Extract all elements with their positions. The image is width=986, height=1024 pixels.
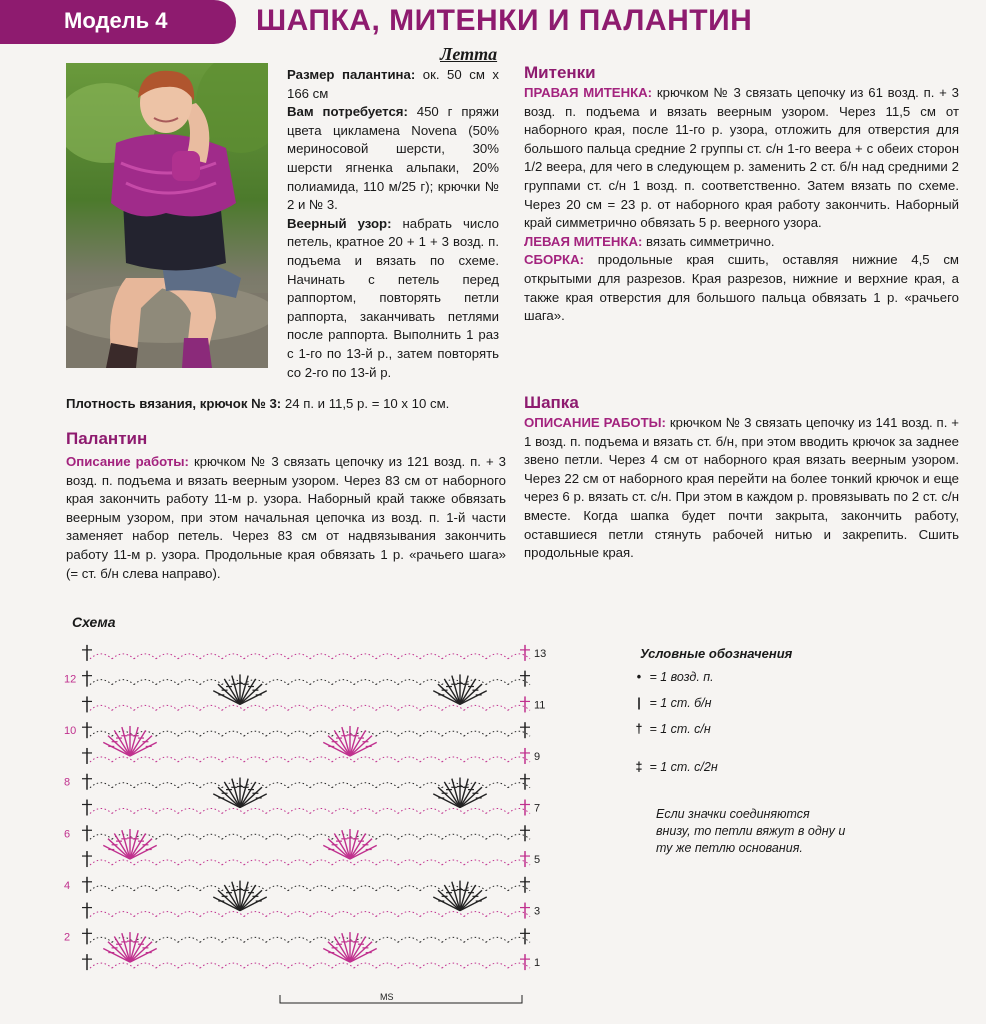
chain-arc [178,783,200,788]
chain-arc [464,654,486,659]
chain-arc [244,937,266,942]
chain-arc [156,809,178,814]
chain-arc [464,937,486,942]
chain-arc [442,757,464,762]
chain-arc [486,860,508,865]
chain-arc [90,860,112,865]
chain-arc [134,654,156,659]
chain-arc [244,705,266,710]
chain-arc [288,834,310,839]
chain-arc [310,912,332,917]
chain-arc [266,937,288,942]
legend-note: Если значки соединяются внизу, то петли вяжут в одну и ту же петлю основания. [656,807,846,855]
chain-arc [464,834,486,839]
chain-arc [310,860,332,865]
chain-arc [442,937,464,942]
chain-arc [508,809,530,814]
chain-arc [398,809,420,814]
chain-arc [134,680,156,685]
chain-arc [266,680,288,685]
left-mitt-label: ЛЕВАЯ МИТЕНКА: [524,233,643,249]
right-mitt-text: крючком № 3 связать цепочку из 61 возд. п. + 3 возд. п. подъема и вязать веерным узором. Через 11,5 см от наборного края, после 11-го р. узора, отложить для отверстия для большого пальца средние 2 группы ст. с/н 1-го веера + с обеих сторон 1/2 веера, для чего в следующем р. заменить 2 ст. б/н над средними 2 группами ст. с/н 1 возд. п. соответственно. Затем вязать по схеме. Через 20 см = 23 р. от наборного края работу закончить. Наборный край симметрично обвязать 5 р. веерного узора. [524,85,959,231]
chain-arc [266,783,288,788]
chain-arc [266,963,288,968]
chain-arc [222,860,244,865]
chain-arc [332,654,354,659]
chain-arc [178,731,200,736]
chain-arc [156,654,178,659]
chain-arc [244,731,266,736]
chain-arc [244,809,266,814]
hat-heading: Шапка [524,393,579,412]
row-number-left: 8 [64,776,71,789]
chain-arc [266,886,288,891]
chain-arc [310,783,332,788]
chain-arc [178,834,200,839]
model-label: Модель 4 [64,8,168,33]
chain-arc [288,963,310,968]
chain-arc [486,680,508,685]
chain-arc [288,912,310,917]
chain-arc [420,705,442,710]
chain-arc [134,783,156,788]
chain-arc [200,834,222,839]
chain-arc [134,886,156,891]
chain-arc [288,757,310,762]
chain-arc [310,654,332,659]
crochet-chart [60,630,580,1010]
chain-arc [508,860,530,865]
chain-arc [376,860,398,865]
chain-arc [112,705,134,710]
chain-arc [486,834,508,839]
legend-item-chain: • = 1 возд. п. [632,670,714,684]
chain-arc [354,654,376,659]
chain-arc [332,783,354,788]
chain-arc [486,654,508,659]
chain-arc [486,809,508,814]
hat-text [524,414,959,563]
chain-arc [332,680,354,685]
chain-arc [354,705,376,710]
right-mitt-label: ПРАВАЯ МИТЕНКА: [524,85,653,100]
chain-arc [90,886,112,891]
chain-arc [464,731,486,736]
chain-arc [244,860,266,865]
chain-arc [398,705,420,710]
chain-arc [354,912,376,917]
signature: Летта [440,44,498,64]
chain-arc [508,963,530,968]
chain-arc [376,654,398,659]
pattern-text: набрать число петель, кратное 20 + 1 + 3 возд. п. подъема и вязать по схеме. Начинать с петель перед раппортом, повторять петли раппорта, заканчивать петлями после раппорта. Выполнить 1 раз с 1-го по 13-й р., затем повторять со 2-го по 13-й р. [287,215,500,380]
chain-arc [508,937,530,942]
chain-arc [398,834,420,839]
pattern-label: Веерный узор: [287,215,392,231]
chain-arc [178,937,200,942]
chain-arc [420,860,442,865]
chain-arc [486,886,508,891]
chain-arc [464,912,486,917]
mitts-text [524,84,959,326]
chain-arc [398,680,420,685]
chain-arc [398,654,420,659]
chain-arc [376,705,398,710]
chain-arc [508,783,530,788]
chain-arc [222,731,244,736]
chain-arc [420,912,442,917]
repeat-bracket [280,995,522,1003]
need-label: Вам потребуется: [287,104,408,120]
chain-arc [442,731,464,736]
single-crochet-icon: | [637,696,641,710]
chain-arc [486,912,508,917]
chain-arc [90,654,112,659]
chain-stitch-icon: • [636,670,642,684]
chain-arc [310,886,332,891]
chain-arc [156,705,178,710]
materials-block [287,66,499,382]
chain-arc [178,809,200,814]
chain-arc [376,680,398,685]
chain-arc [464,860,486,865]
density-line [66,395,506,414]
chain-arc [288,886,310,891]
row-number-right: 11 [534,699,546,712]
chain-arc [486,731,508,736]
chain-arc [376,937,398,942]
chain-arc [464,963,486,968]
chain-arc [288,860,310,865]
chain-arc [90,680,112,685]
chain-arc [354,783,376,788]
chain-arc [156,937,178,942]
chain-arc [486,937,508,942]
chain-arc [266,860,288,865]
legend-item-tr: ‡ = 1 ст. с/2н [632,760,718,774]
chain-arc [354,680,376,685]
chain-arc [90,757,112,762]
chain-arc [112,912,134,917]
chain-arc [178,757,200,762]
row-number-right: 13 [534,647,547,660]
row-number-right: 1 [534,957,541,970]
palantin-heading: Палантин [66,429,148,448]
chain-arc [178,912,200,917]
chain-arc [244,963,266,968]
row-number-right: 9 [534,750,541,763]
chain-arc [266,731,288,736]
chain-arc [222,809,244,814]
chain-arc [112,886,134,891]
model-banner [0,0,236,44]
chain-arc [464,757,486,762]
row-number-left: 6 [64,828,71,841]
chain-arc [420,809,442,814]
page-title: ШАПКА, МИТЕНКИ И ПАЛАНТИН [256,4,753,37]
density-text: 24 п. и 11,5 р. = 10 х 10 см. [281,396,450,411]
chain-arc [156,886,178,891]
chain-arc [222,937,244,942]
chain-arc [244,757,266,762]
chain-arc [200,705,222,710]
chain-arc [332,705,354,710]
chain-arc [442,834,464,839]
mitts-heading: Митенки [524,63,596,82]
chain-arc [310,809,332,814]
chain-arc [464,705,486,710]
size-text: ок. 50 см х 166 см [287,67,499,101]
row-number-left: 10 [64,725,77,738]
chain-arc [486,963,508,968]
chain-arc [486,757,508,762]
chain-arc [244,654,266,659]
chain-arc [442,963,464,968]
chain-arc [398,886,420,891]
chain-arc [156,757,178,762]
repeat-label: MS [380,992,394,1002]
chain-arc [222,963,244,968]
chain-arc [398,757,420,762]
chain-arc [134,809,156,814]
chain-arc [420,757,442,762]
chain-arc [178,680,200,685]
chain-arc [508,654,530,659]
chain-arc [200,912,222,917]
chain-arc [266,654,288,659]
chain-arc [508,834,530,839]
chain-arc [420,731,442,736]
chain-arc [376,912,398,917]
assembly-text: продольные края сшить, оставляя нижние 4,5 см открытыми для разрезов. Края разрезов, нижние и верхние края, а также края отверстия для большого пальца обвязать 1 р. «рачьего шага». [524,252,959,324]
chain-arc [178,860,200,865]
row-number-left: 4 [64,879,71,892]
chain-arc [420,937,442,942]
chain-arc [398,860,420,865]
chain-arc [486,705,508,710]
chain-arc [398,937,420,942]
chain-arc [398,783,420,788]
chain-arc [244,834,266,839]
chain-arc [332,886,354,891]
row-number-right: 7 [534,802,541,815]
chain-arc [442,809,464,814]
chain-arc [156,834,178,839]
chain-arc [178,654,200,659]
chain-arc [156,860,178,865]
palantin-text [66,453,506,583]
chain-arc [156,783,178,788]
chain-arc [112,783,134,788]
legend-item-dc: † = 1 ст. с/н [632,722,711,736]
chain-arc [90,809,112,814]
hat-desc-text: крючком № 3 связать цепочку из 141 возд. п. + 1 возд. п. подъема и вязать ст. б/н, при этом вводить крючок за заднее звено петли. Через 4 см от наборного края вязать веерным узором. Через 22 см от наборного края перейти на более тонкий крючок и еще через 6 р. вязать ст. с/н. При этом в каждом р. провязывать по 2 ст. с/н вместе. Когда шапка будет почти закрыта, закончить работу, оставшиеся петли стянуть рабочей нитью и закрепить. Сшить продольные края. [524,415,959,561]
chain-arc [354,809,376,814]
chain-arc [200,757,222,762]
chain-arc [398,963,420,968]
chain-arc [288,809,310,814]
chain-arc [288,654,310,659]
chain-arc [332,757,354,762]
chain-arc [178,963,200,968]
chain-arc [266,912,288,917]
assembly-label: СБОРКА: [524,252,585,268]
palantin-desc-text: крючком № 3 связать цепочку из 121 возд. п. + 3 возд. п. подъема и вязать веерным узором. Через 83 см от наборного края закончить работу 11-м р. узора. Наборный край также обвязать веерным узором, при этом начальная цепочка из возд. п. 1-й части заменяет набор петель. Через 83 см от надвязывания закончить работу 11-м р. узора. Продольные края обвязать 1 р. «рачьего шага» (= ст. б/н слева направо). [66,454,506,581]
chain-arc [508,705,530,710]
chain-arc [288,705,310,710]
chain-arc [112,680,134,685]
chain-arc [112,963,134,968]
chain-arc [310,705,332,710]
chain-arc [200,809,222,814]
chain-arc [398,912,420,917]
chain-arc [332,912,354,917]
chain-arc [156,963,178,968]
chain-arc [112,757,134,762]
chain-arc [156,731,178,736]
chain-arc [310,963,332,968]
chain-arc [90,783,112,788]
chain-arc [266,834,288,839]
chain-arc [508,731,530,736]
double-crochet-icon: † [635,722,643,736]
model-photo [66,63,268,368]
chain-arc [200,731,222,736]
chain-arc [200,937,222,942]
chain-arc [244,912,266,917]
chain-arc [266,705,288,710]
chain-arc [222,834,244,839]
chain-arc [354,860,376,865]
chain-arc [288,937,310,942]
chain-arc [442,654,464,659]
chain-arc [398,731,420,736]
scheme-title: Схема [72,614,116,630]
chain-arc [508,757,530,762]
chain-arc [222,912,244,917]
chain-arc [442,912,464,917]
chain-arc [420,963,442,968]
row-number-left: 2 [64,931,71,944]
legend-title: Условные обозначения [640,646,793,661]
chain-arc [288,680,310,685]
row-number-right: 3 [534,905,541,918]
chain-arc [288,731,310,736]
chain-arc [90,705,112,710]
legend-item-sc: | = 1 ст. б/н [632,696,712,710]
chain-arc [310,680,332,685]
chain-arc [376,731,398,736]
chain-arc [508,912,530,917]
chain-arc [376,886,398,891]
chain-arc [266,809,288,814]
chain-arc [288,783,310,788]
row-number-left: 12 [64,673,77,686]
chain-arc [332,809,354,814]
chain-arc [266,757,288,762]
chain-arc [464,809,486,814]
chain-arc [332,963,354,968]
chain-arc [376,809,398,814]
chain-arc [134,963,156,968]
chain-arc [354,757,376,762]
chain-arc [508,680,530,685]
chain-arc [200,860,222,865]
chain-arc [200,654,222,659]
treble-crochet-icon: ‡ [635,760,643,774]
chain-arc [112,809,134,814]
chain-arc [134,757,156,762]
size-label: Размер палантина: [287,67,416,82]
chain-arc [486,783,508,788]
chain-arc [222,654,244,659]
chain-arc [112,654,134,659]
chain-arc [134,912,156,917]
chain-arc [420,834,442,839]
chain-arc [156,912,178,917]
left-mitt-text: вязать симметрично. [642,233,775,249]
chain-arc [420,654,442,659]
chain-arc [178,886,200,891]
chain-arc [354,963,376,968]
chain-arc [112,860,134,865]
chain-arc [376,963,398,968]
chain-arc [376,757,398,762]
chain-arc [156,680,178,685]
chain-arc [90,912,112,917]
chain-arc [310,757,332,762]
hat-desc-label: ОПИСАНИЕ РАБОТЫ: [524,415,666,430]
chain-arc [222,705,244,710]
chain-arc [178,705,200,710]
chain-arc [332,860,354,865]
palantin-desc-label: Описание работы: [66,454,189,469]
chain-arc [134,705,156,710]
chain-arc [376,783,398,788]
chain-arc [376,834,398,839]
row-number-right: 5 [534,854,541,867]
chain-arc [508,886,530,891]
chain-arc [442,860,464,865]
chain-arc [222,757,244,762]
chain-arc [354,886,376,891]
chain-arc [200,963,222,968]
chain-arc [442,705,464,710]
chain-arc [134,860,156,865]
density-label: Плотность вязания, крючок № 3: [66,396,282,411]
chain-arc [90,963,112,968]
need-text: 450 г пряжи цвета цикламена Novena (50% мериносовой шерсти, 30% шерсти ягненка альпаки, 20% полиамида, 110 м/25 г); крючки № 2 и № 3. [287,104,500,213]
